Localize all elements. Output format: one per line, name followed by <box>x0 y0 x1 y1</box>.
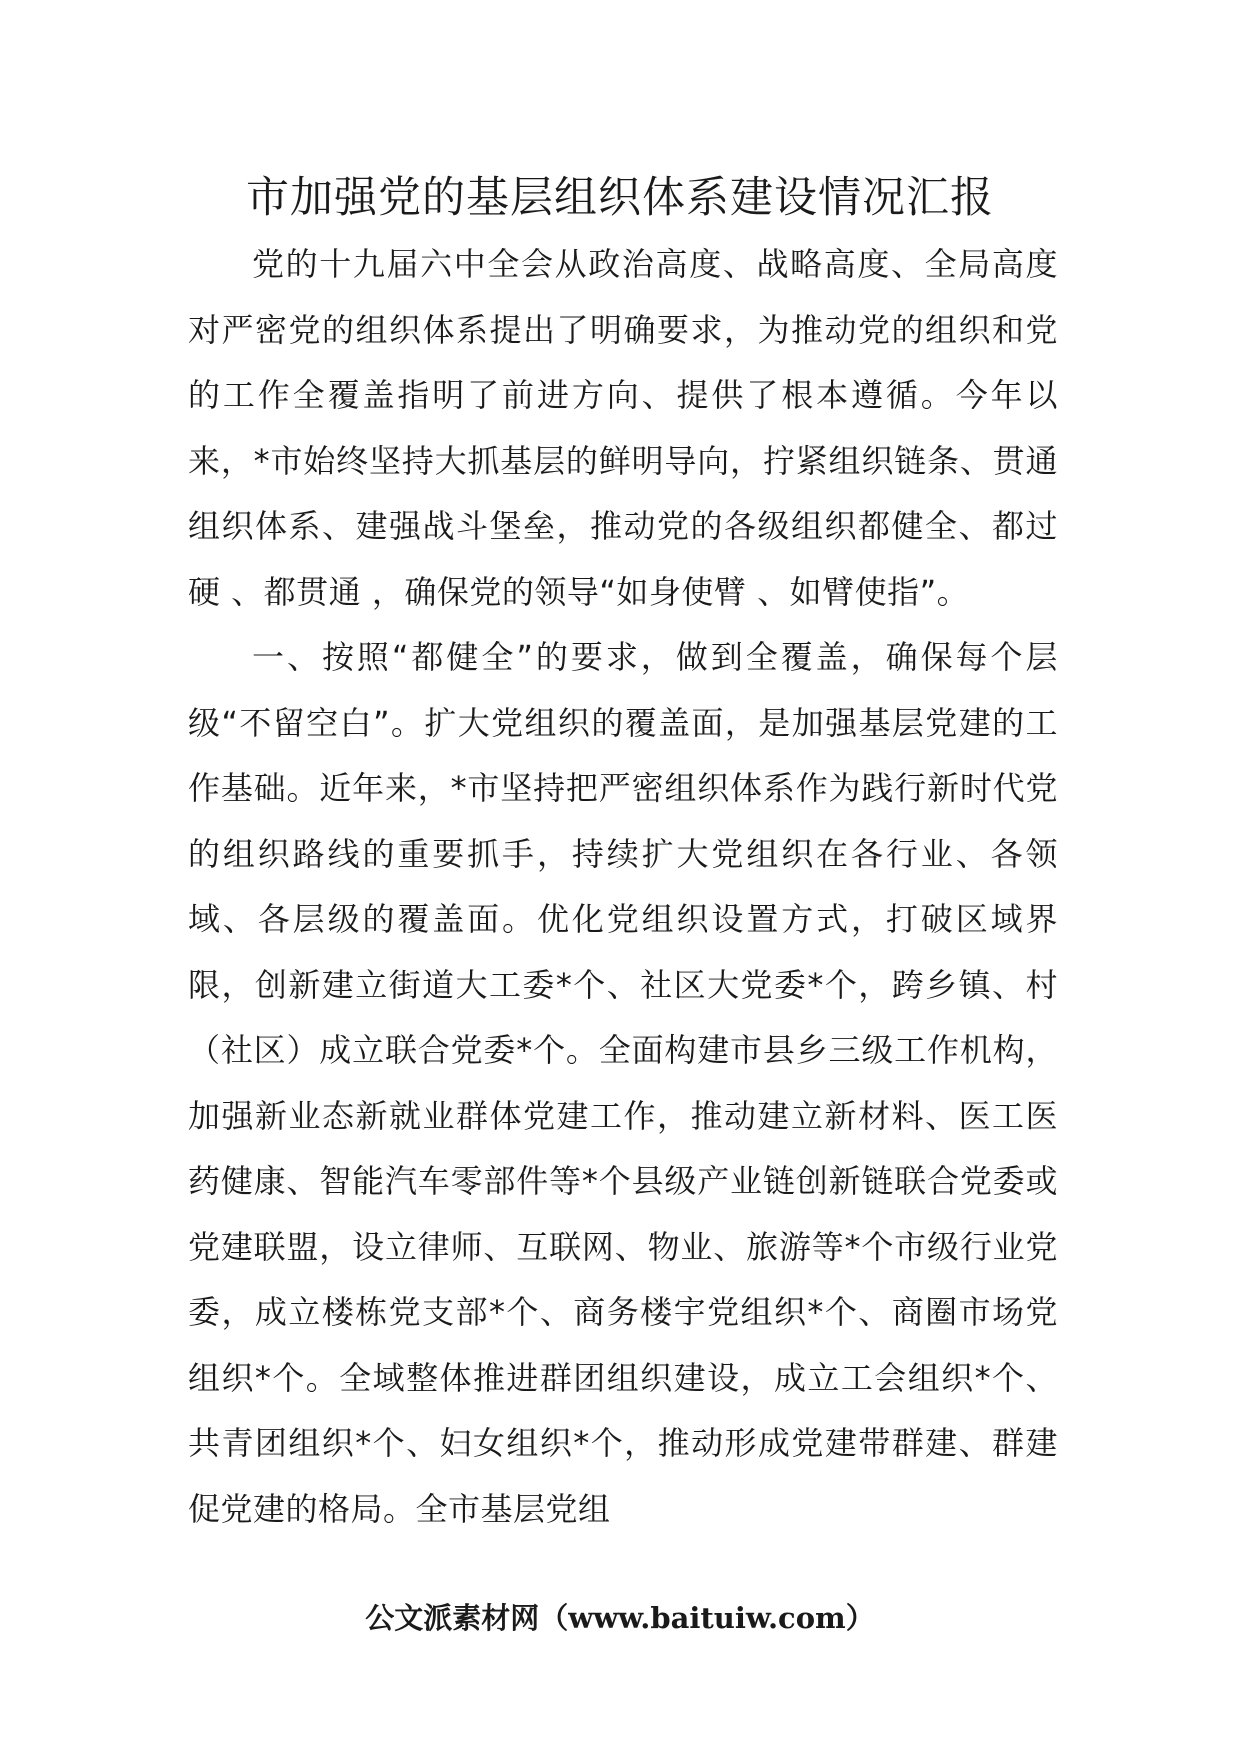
footer-watermark: 公文派素材网（www.baituiw.com） <box>365 1601 875 1635</box>
document-title: 市加强党的基层组织体系建设情况汇报 <box>246 173 994 223</box>
paragraph-section-one: 一、按照“都健全”的要求，做到全覆盖，确保每个层级“不留空白”。扩大党组织的覆盖面，是加强基层党建的工作基础。近年来，*市坚持把严密组织体系作为践行新时代党的组织路线的重要抓手，持续扩大党组织在各行业、各领域、各层级的覆盖面。优化党组织设置方式，打破区域界限，创新建立街道大工委*个、社区大党委*个，跨乡镇、村（社区）成立联合党委*个。全面构建市县乡三级工作机构，加强新业态新就业群体党建工作，推动建立新材料、医工医药健康、智能汽车零部件等*个县级产业链创新链联合党委或党建联盟，设立律师、互联网、物业、旅游等*个市级行业党委，成立楼栋党支部*个、商务楼宇党组织*个、商圈市场党组织*个。全域整体推进群团组织建设，成立工会组织*个、共青团组织*个、妇女组织*个，推动形成党建带群建、群建促党建的格局。全市基层党组 <box>188 638 1058 1528</box>
paragraph-intro: 党的十九届六中全会从政治高度、战略高度、全局高度对严密党的组织体系提出了明确要求，为推动党的组织和党的工作全覆盖指明了前进方向、提供了根本遵循。今年以来，*市始终坚持大抓基层的鲜明导向，拧紧组织链条、贯通组织体系、建强战斗堡垒，推动党的各级组织都健全、都过硬 、都贯通 ，确保党的领导“如身使臂 、如臂使指”。 <box>188 245 1058 611</box>
document-body <box>188 232 1058 1542</box>
